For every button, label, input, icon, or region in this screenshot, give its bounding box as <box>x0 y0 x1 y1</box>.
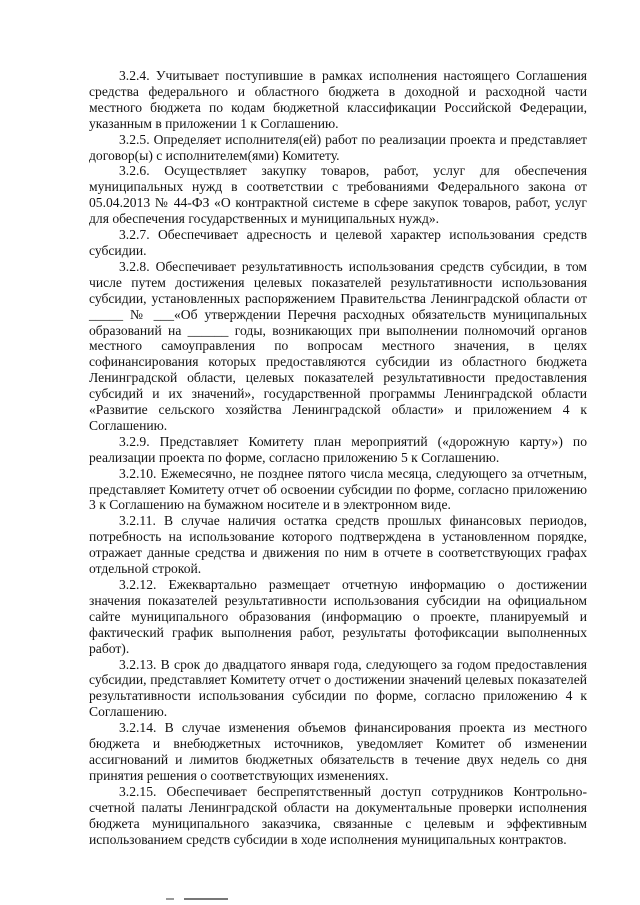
clause-3-2-4: 3.2.4. Учитывает поступившие в рамках исполнения настоящего Соглашения средства федерального и областного бюджета в доходной и расходной части местного бюджета по кодам бюджетной классификации Российской Федерации, указанным в приложении 1 к Соглашению. <box>89 68 587 131</box>
clause-3-2-13: 3.2.13. В срок до двадцатого января года, следующего за годом предоставления субсидии, представляет Комитету отчет о достижении значений целевых показателей результативности использования субсидии по форме, согласно приложению 4 к Соглашению. <box>89 656 587 720</box>
clause-3-2-8: 3.2.8. Обеспечивает результативность использования средств субсидии, в том числе путем достижения целевых показателей результативности использования субсидии, установленных распоряжением Правительства Ленинградской области от _____ № ___«Об утверждении Перечня расходных обязательств муниципальных образований на ______ годы, возникающих при выполнении полномочий органов местного самоуправления по вопросам местного значения, в целях софинансирования которых предоставляются субсидии из областного бюджета Ленинградской области, целевых показателей результативности предоставления субсидий и их значений», государственной программы Ленинградской области «Развитие сельского хозяйства Ленинградской области» и приложением 4 к Соглашению. <box>89 258 587 433</box>
clause-3-2-7: 3.2.7. Обеспечивает адресность и целевой характер использования средств субсидии. <box>89 227 587 258</box>
clause-3-2-6: 3.2.6. Осуществляет закупку товаров, работ, услуг для обеспечения муниципальных нужд в соответствии с требованиями Федерального закона от 05.04.2013 № 44-ФЗ «О контрактной системе в сфере закупок товаров, работ, услуг для обеспечения государственных и муниципальных нужд». <box>89 163 587 227</box>
clause-3-2-5: 3.2.5. Определяет исполнителя(ей) работ по реализации проекта и представляет договор(ы) с исполнителем(ями) Комитету. <box>89 131 587 163</box>
clause-3-2-15: 3.2.15. Обеспечивает беспрепятственный доступ сотрудников Контрольно-счетной палаты Ленинградской области на документальные проверки исполнения бюджета муниципального заказчика, связанные с целевым и эффективным использованием средств субсидии в ходе исполнения муниципальных контрактов. <box>89 783 587 847</box>
clause-3-2-9: 3.2.9. Представляет Комитету план мероприятий («дорожную карту») по реализации проекта по форме, согласно приложению 5 к Соглашению. <box>89 433 587 465</box>
scan-artifact-line <box>184 898 228 900</box>
clause-3-2-11: 3.2.11. В случае наличия остатка средств прошлых финансовых периодов, потребность на использование которого подтверждена в установленном порядке, отражает данные средства и движения по ним в отчете в соответствующих графах отдельной строкой. <box>89 513 587 577</box>
clause-3-2-10: 3.2.10. Ежемесячно, не позднее пятого числа месяца, следующего за отчетным, представляет Комитету отчет об освоении субсидии по форме, согласно приложению 3 к Соглашению на бумажном носителе и в электронном виде. <box>89 465 587 513</box>
document-body <box>89 68 587 847</box>
clause-3-2-14: 3.2.14. В случае изменения объемов финансирования проекта из местного бюджета и внебюджетных источников, уведомляет Комитет об изменении ассигнований и лимитов бюджетных обязательств в течение двух недель со дня принятия решения о соответствующих изменениях. <box>89 720 587 783</box>
clause-3-2-12: 3.2.12. Ежеквартально размещает отчетную информацию о достижении значения показателей результативности использования субсидии на официальном сайте муниципального образования (информацию о проекте, планируемый и фактический график выполнения работ, результаты фотофиксации выполненных работ). <box>89 577 587 656</box>
